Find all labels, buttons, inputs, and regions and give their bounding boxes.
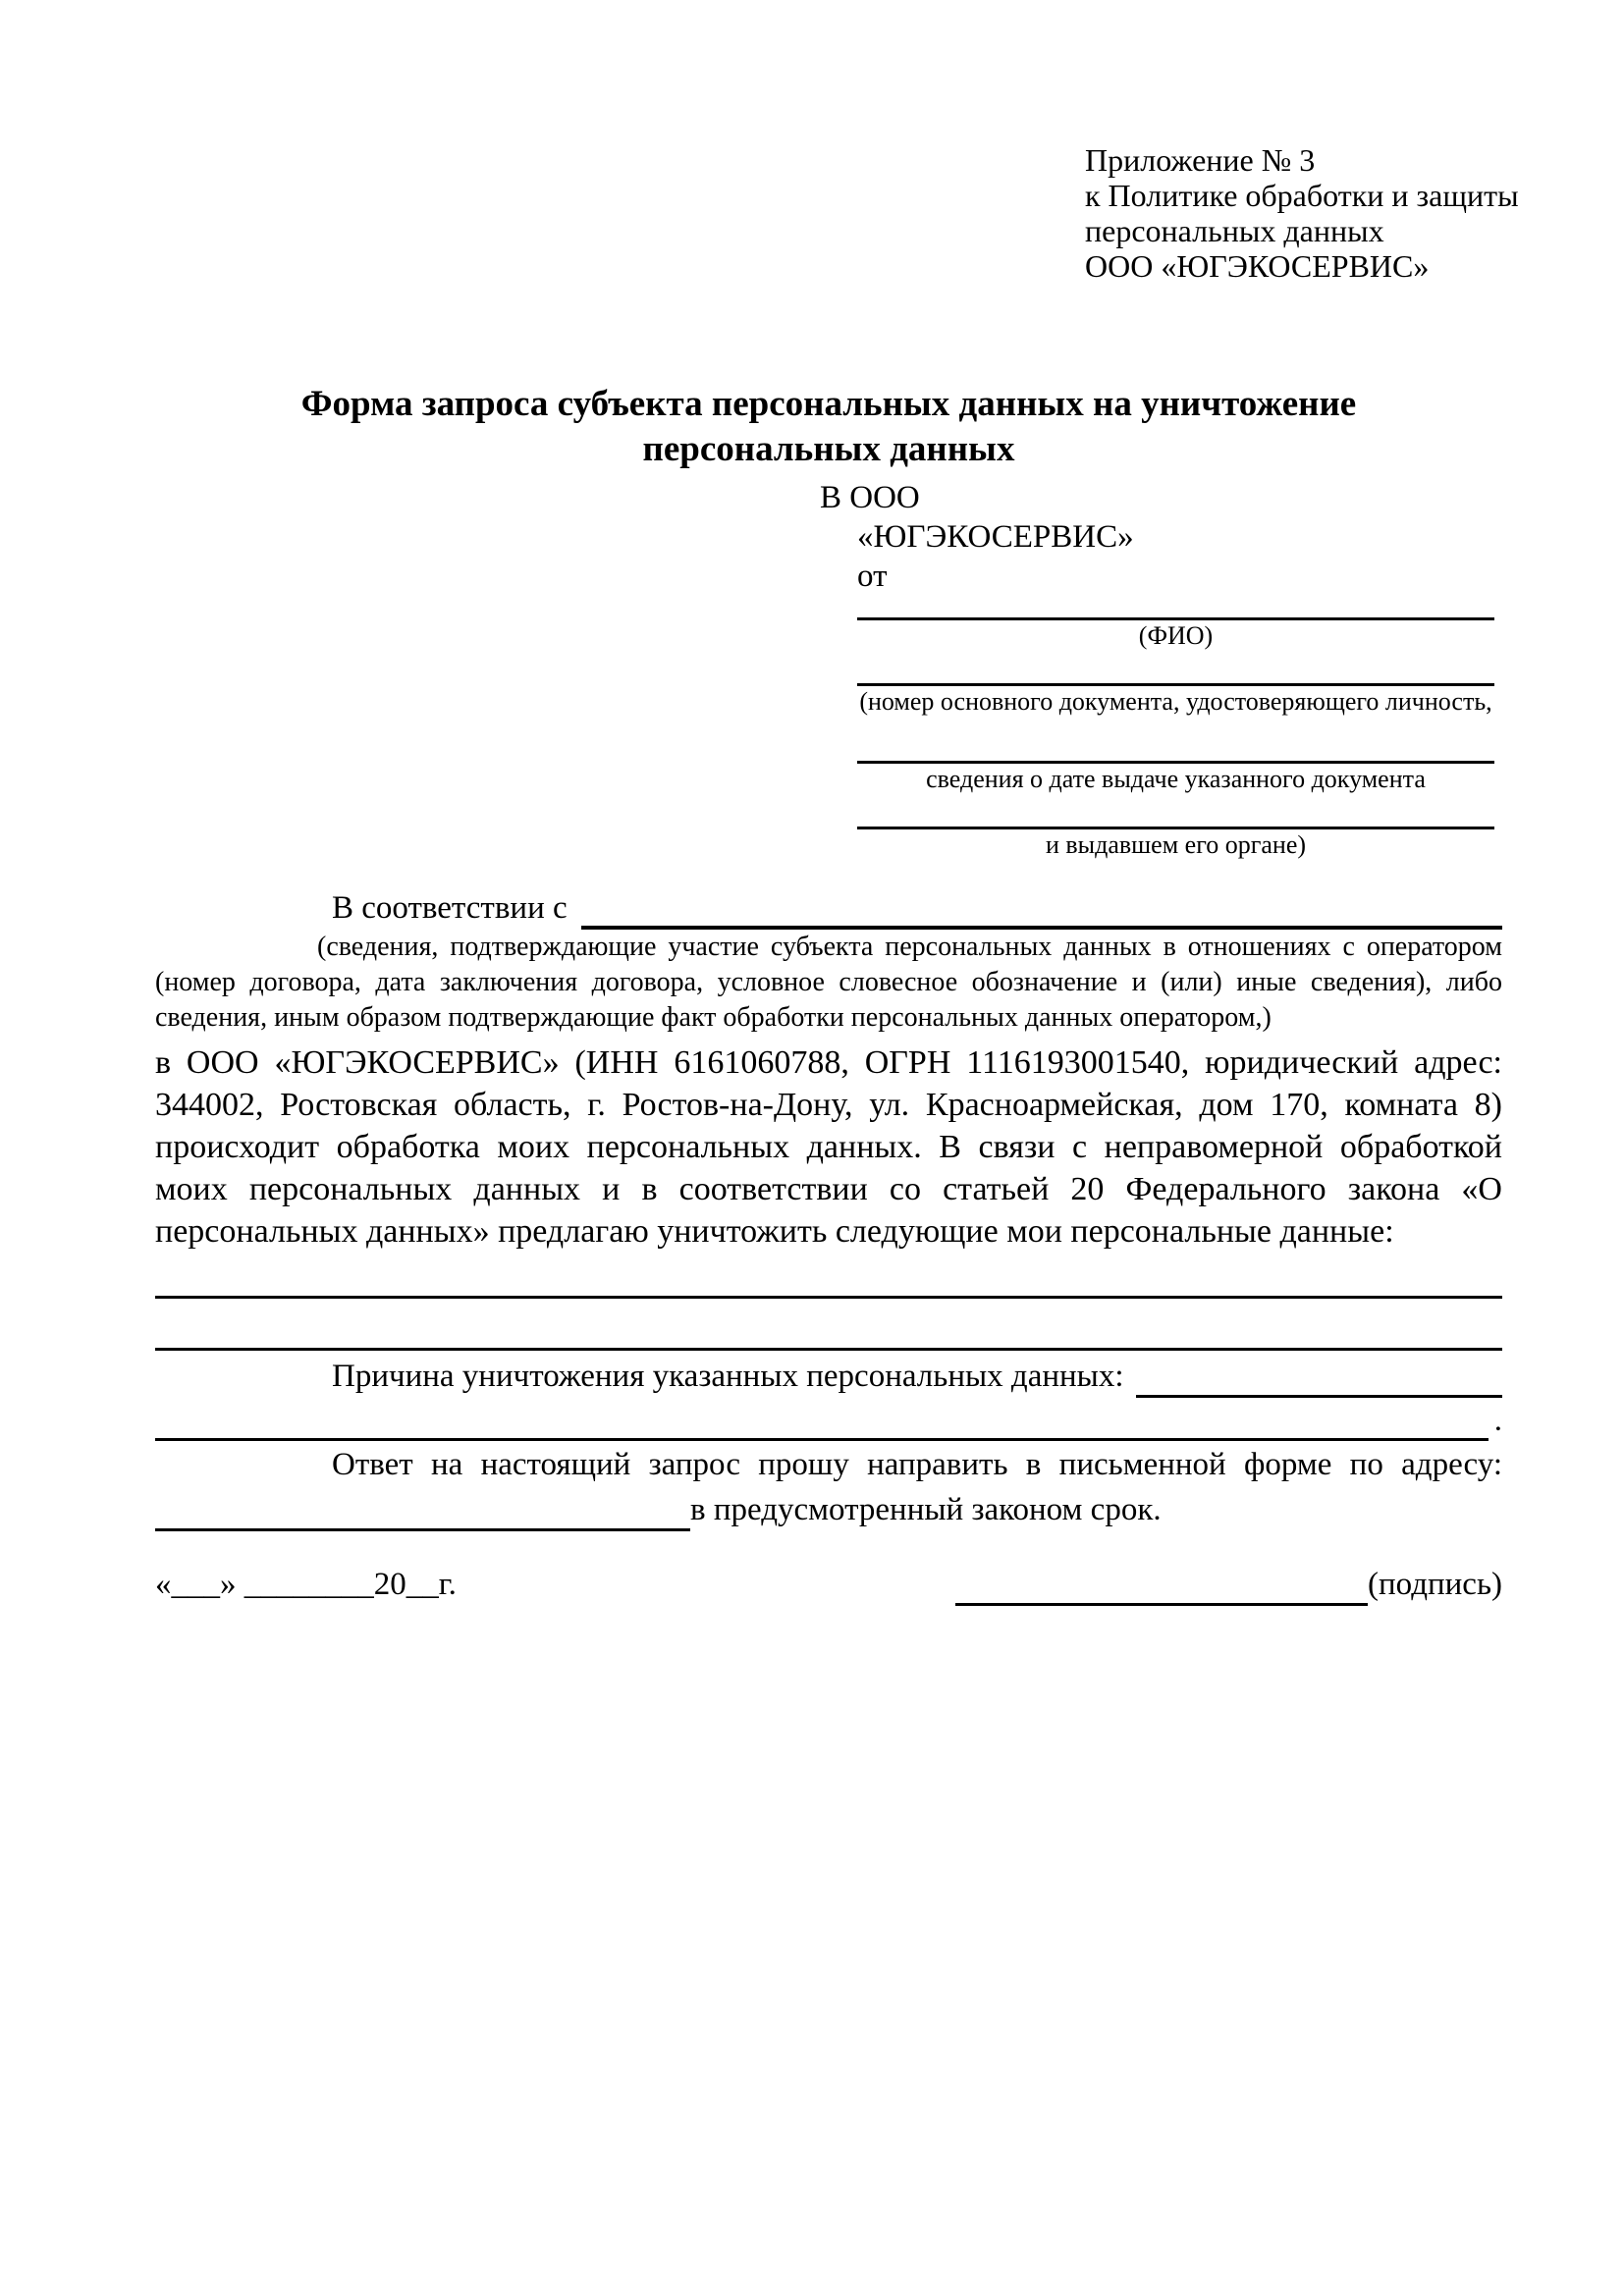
field-caption-fio: (ФИО) — [1138, 621, 1214, 650]
blank-line-data-2 — [155, 1299, 1502, 1351]
accordance-note: (сведения, подтверждающие участие субъекта персональных данных в отношениях с оператором (номер договора, дата заключения договора, условное словесное обозначение и (или) иные сведения), либо сведения, иным образом подтверждающие факт обработки персональных данных оператором,) — [155, 932, 1502, 1033]
reason-row — [155, 1353, 1502, 1398]
reply-tail-row — [155, 1487, 1502, 1531]
field-caption-issue-date: сведения о дате выдаче указанного документа — [926, 765, 1426, 793]
blank-line-accordance — [581, 892, 1502, 930]
field-caption-issuing-authority: и выдавшем его органе) — [1045, 830, 1307, 859]
addressee-block — [155, 478, 1502, 596]
reason-label: Причина уничтожения указанных персональных данных: — [332, 1359, 1124, 1394]
reply-tail: в предусмотренный законом срок. — [690, 1492, 1162, 1527]
appendix-header-line: персональных данных — [1085, 213, 1384, 248]
blank-line-fio — [857, 596, 1494, 620]
appendix-header-line: Приложение № 3 — [1085, 142, 1316, 178]
addressee-to: В ООО — [820, 480, 920, 515]
appendix-header-line: ООО «ЮГЭКОСЕРВИС» — [1085, 248, 1430, 284]
appendix-header — [1085, 142, 1519, 284]
blank-line-reason-2 — [155, 1409, 1489, 1441]
appendix-header-line: к Политике обработки и защиты — [1085, 178, 1519, 213]
blank-line-issuing-authority — [857, 793, 1494, 829]
date-line: «___» ________20__г. — [155, 1567, 457, 1602]
signature-caption: (подпись) — [1368, 1567, 1502, 1602]
document-title: Форма запроса субъекта персональных данных на уничтожение персональных данных — [300, 384, 1357, 469]
signature-row — [155, 1561, 1502, 1606]
signature-area — [955, 1563, 1502, 1606]
blank-line-address — [155, 1497, 690, 1531]
reason-continuation-row — [155, 1398, 1502, 1441]
blank-line-issue-date — [857, 716, 1494, 764]
accordance-lead: В соответствии с — [332, 890, 568, 926]
applicant-fields — [857, 596, 1494, 859]
accordance-row — [155, 884, 1502, 930]
addressee-from-label: от — [857, 559, 888, 594]
field-caption-document-number: (номер основного документа, удостоверяющего личность, — [859, 687, 1492, 716]
blank-line-document-number — [857, 650, 1494, 686]
body-paragraph: в ООО «ЮГЭКОСЕРВИС» (ИНН 6161060788, ОГРН 1116193001540, юридический адрес: 344002, Ростовская область, г. Ростов-на-Дону, ул. Красноармейская, дом 170, комната 8) происходит обработка моих персональных данных. В связи с неправомерной обработкой моих персональных данных и в соответствии со статьей 20 Федерального закона «О персональных данных» предлагаю уничтожить следующие мои персональные данные: — [155, 1044, 1502, 1250]
addressee-org-name: «ЮГЭКОСЕРВИС» — [857, 519, 1134, 555]
blank-line-reason-1 — [1136, 1362, 1502, 1398]
reason-period: . — [1493, 1403, 1502, 1438]
reply-sentence: Ответ на настоящий запрос прошу направить в письменной форме по адресу: — [332, 1447, 1502, 1482]
blank-line-data-1 — [155, 1253, 1502, 1299]
blank-line-signature — [955, 1572, 1368, 1606]
